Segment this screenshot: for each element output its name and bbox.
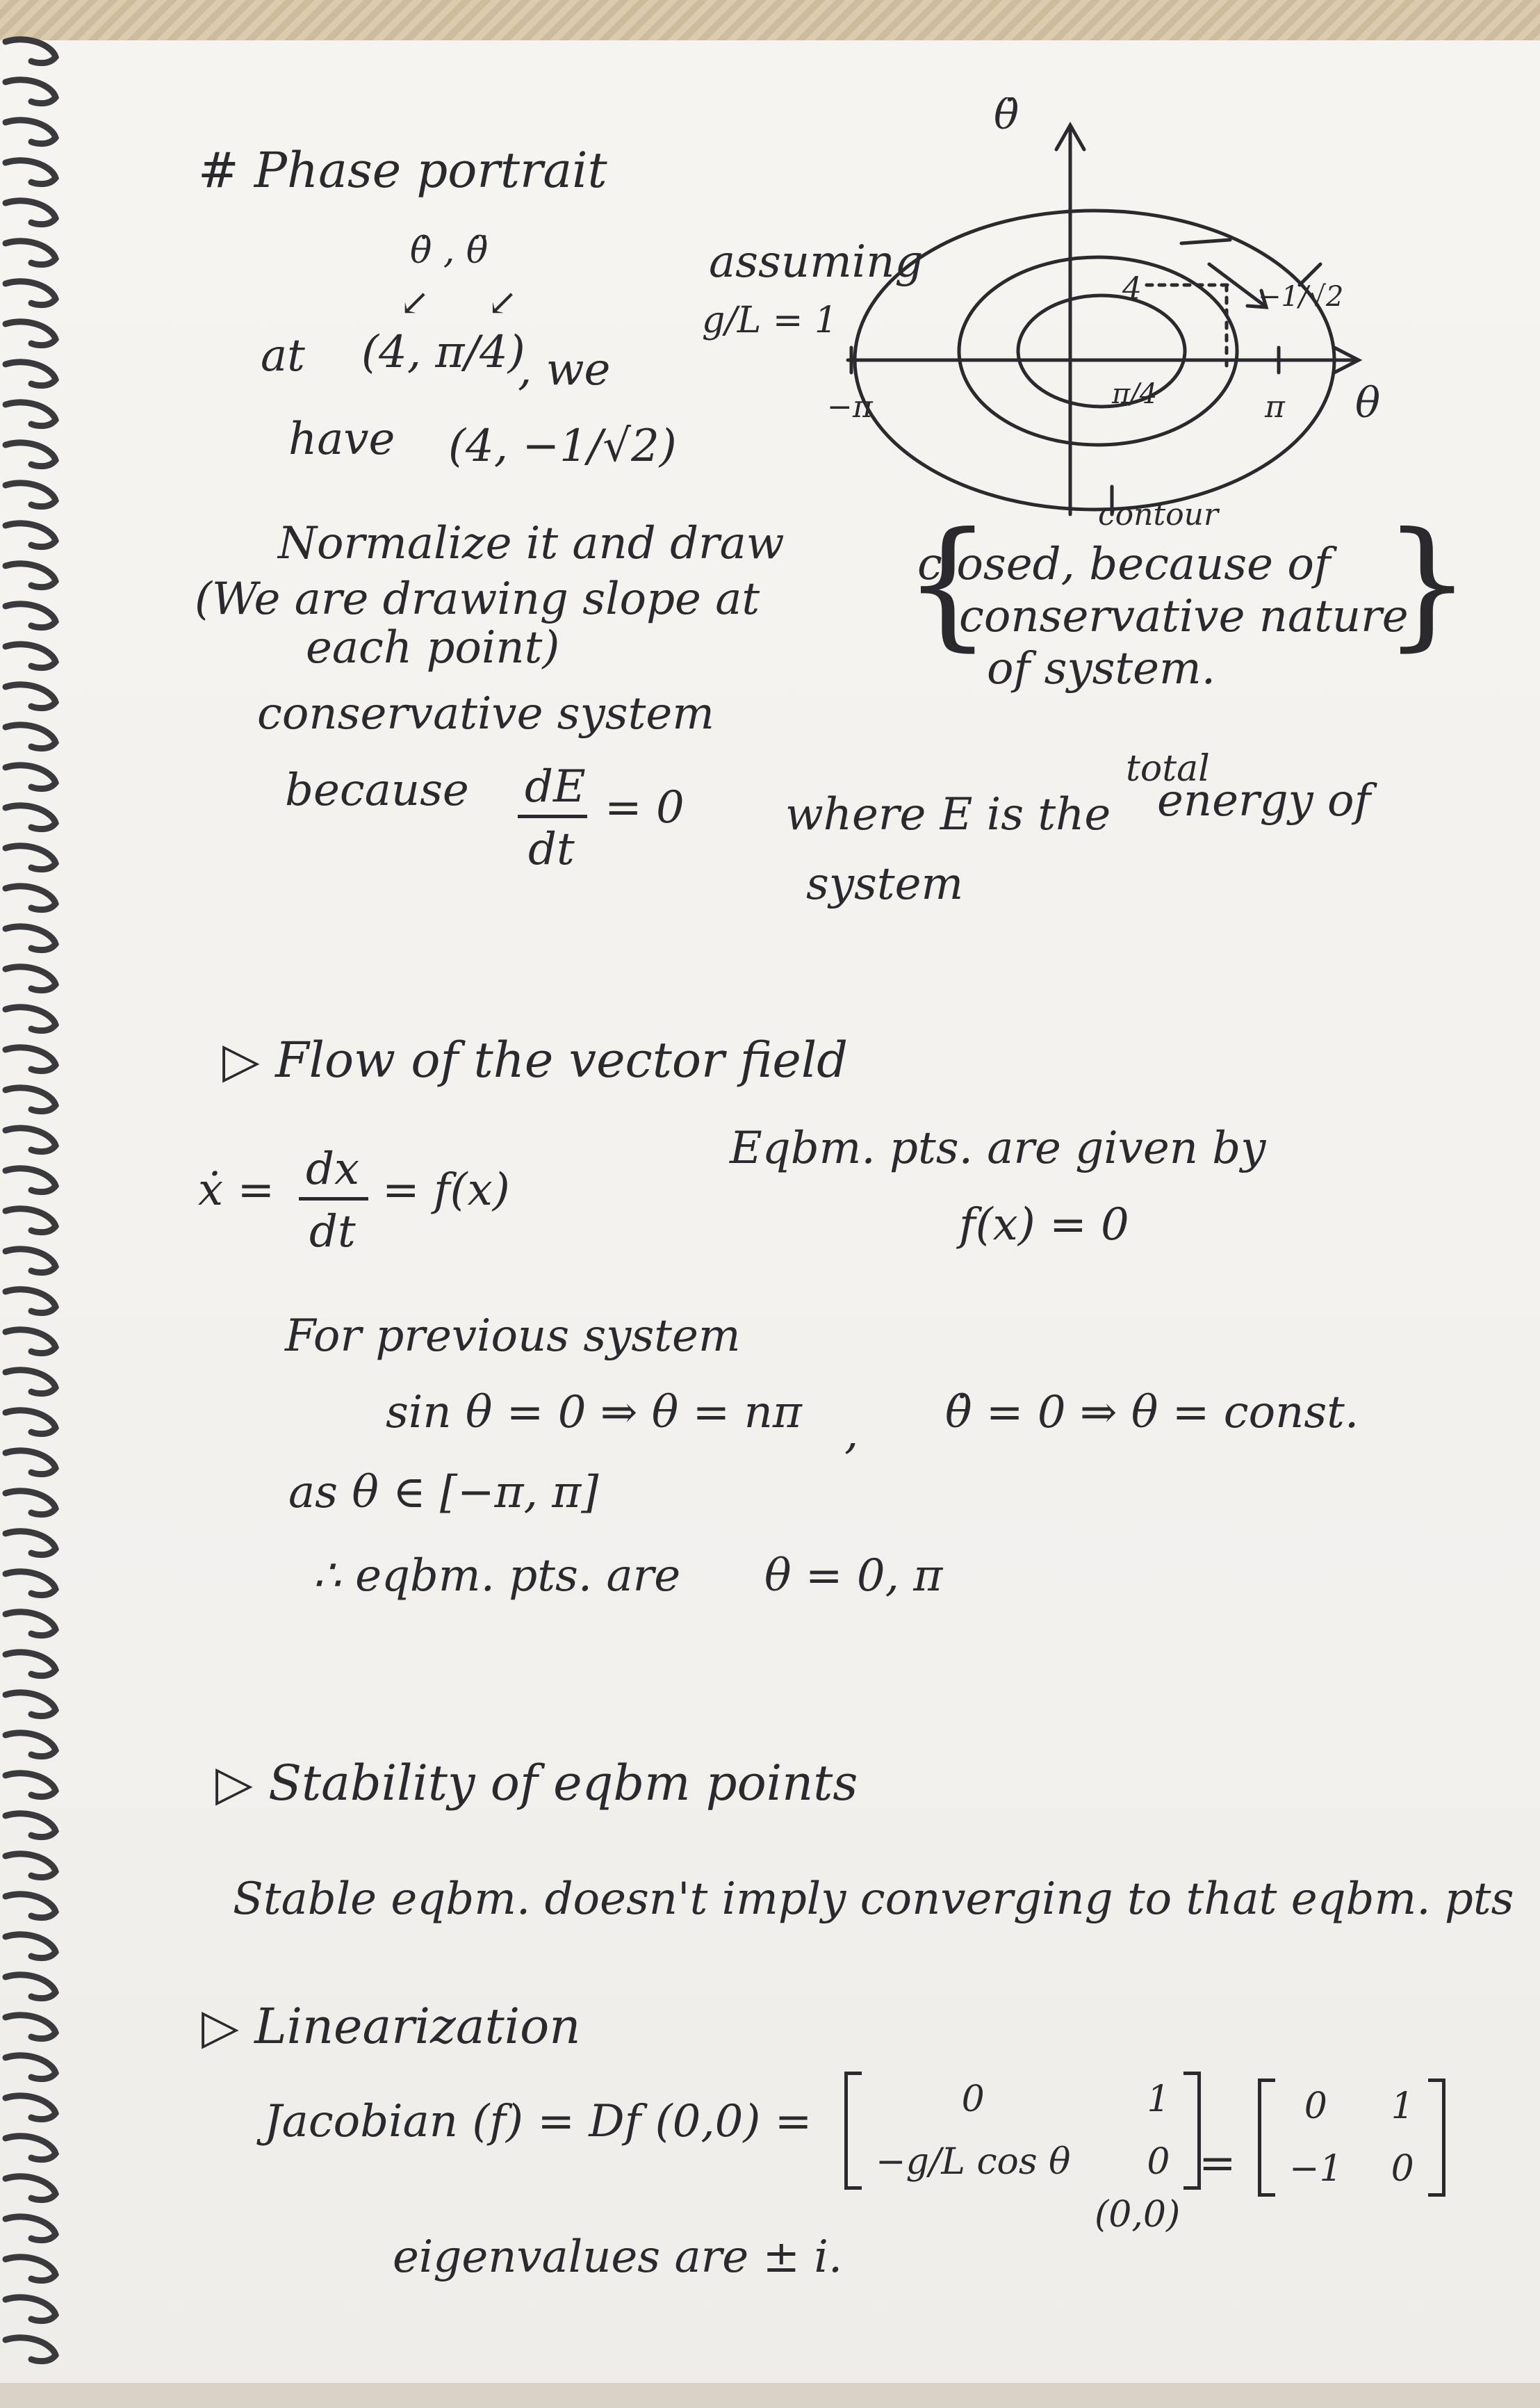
label-pi-4: π/4 [1112,378,1158,410]
total-text: total [1126,748,1210,790]
matrix-equals: = [1199,2138,1236,2189]
theta-range: as θ ∈ [−π, π] [288,1467,599,1518]
matrix-cell: −1 [1289,2148,1343,2190]
spiral-coil [6,1169,56,1192]
inner-contour [1018,295,1185,407]
point-value: (4, π/4) [361,327,525,378]
spiral-coil [6,1935,56,1958]
have-text: have [288,414,395,465]
eqbm-text-2: f(x) = 0 [959,1199,1129,1251]
spiral-coil [6,523,56,547]
page-bottom-edge [0,2383,1540,2408]
spiral-coil [6,1290,56,1313]
stability-note: Stable eqbm. doesn't imply converging to that eqbm. pts [233,1873,1514,1925]
label-slope: −1/√2 [1258,281,1344,313]
spiral-coil [6,604,56,628]
previous-system: For previous system [285,1310,741,1362]
spiral-coil [6,1531,56,1555]
flow-heading: ▷ Flow of the vector field [222,1032,849,1089]
spiral-coil [6,120,56,144]
phase-portrait-heading: # Phase portrait [198,142,607,199]
spiral-coil [6,1007,56,1031]
spiral-coil [6,443,56,466]
spiral-coil [6,80,56,104]
eigenvalues-text: eigenvalues are ± i. [393,2231,843,2283]
spiral-coil [6,765,56,789]
spiral-coil [6,2056,56,2079]
linearization-heading: ▷ Linearization [202,1998,581,2055]
energy-of-text: energy of [1157,775,1371,827]
spiral-coil [6,201,56,225]
spiral-coil [6,644,56,668]
spiral-coil [6,161,56,184]
spiral-coil [6,1330,56,1353]
spiral-coil [6,402,56,426]
because-text: because [285,765,469,816]
spiral-coil [6,2338,56,2361]
matrix-cell: 0 [961,2078,985,2120]
spiral-coil [6,1733,56,1757]
spiral-coil [6,1572,56,1595]
phase-diagram [820,97,1390,528]
spiral-coil [6,725,56,749]
evaluation-point: (0,0) [1095,2194,1181,2236]
eqbm-text-1: Eqbm. pts. are given by [730,1123,1266,1174]
neg-pi-label: −π [827,389,873,425]
arrow-marks: ↙ ↙ [400,282,518,324]
matrix-cell: −g/L cos θ [876,2141,1071,2183]
matrix-cell: 0 [1391,2148,1414,2190]
spiral-coil [6,2217,56,2240]
closed-note-1: closed, because of [917,539,1331,590]
spiral-coil [6,1773,56,1797]
stability-heading: ▷ Stability of eqbm points [215,1755,858,1812]
spiral-binding [0,28,69,2391]
flow-eq-den: dt [309,1206,356,1258]
flow-fraction-bar [299,1197,368,1201]
spiral-coil [6,2015,56,2039]
y-axis-label: θ̇ [994,97,1019,139]
spiral-coil [6,1894,56,1918]
closed-note-2: conservative nature [959,591,1409,642]
spiral-coil [6,1652,56,1676]
spiral-coil [6,1451,56,1474]
flow-eq-lhs: ẋ = [198,1164,275,1216]
spiral-coil [6,362,56,386]
spiral-coil [6,483,56,507]
dt-denominator: dt [528,824,575,875]
comma: , [844,1408,859,1459]
spiral-coil [6,1088,56,1112]
spiral-coil [6,927,56,950]
x-axis-label: θ [1355,379,1381,428]
spiral-coil [6,1814,56,1837]
closed-note-3: of system. [987,643,1216,694]
label-4: 4 [1122,271,1142,307]
drawing-note-2: each point) [306,622,560,674]
spiral-coil [6,1370,56,1394]
spiral-coil [6,846,56,870]
spiral-coil [6,1693,56,1716]
flow-arrow-top [1181,240,1230,243]
spiral-coil [6,2297,56,2321]
assuming-text: assuming [709,236,924,288]
result-matrix [1258,2078,1445,2197]
spiral-coil [6,322,56,345]
spiral-coil [6,1854,56,1878]
spiral-coil [6,564,56,587]
matrix-cell: 1 [1391,2085,1414,2127]
spiral-coil [6,2096,56,2120]
jacobian-matrix [844,2072,1201,2190]
spiral-coil [6,1048,56,1071]
spiral-coil [6,1410,56,1434]
desk-edge [0,0,1540,40]
spiral-coil [6,1128,56,1152]
normalize-text: Normalize it and draw [278,518,785,569]
spiral-coil [6,1612,56,1636]
spiral-coil [6,806,56,829]
left-brace: { [903,503,992,665]
spiral-coil [6,2257,56,2281]
where-text: where E is the [785,789,1111,840]
contour-label: contour [1098,497,1219,528]
sin-equation: sin θ = 0 ⇒ θ = nπ [386,1387,802,1438]
spiral-coil [6,967,56,991]
slope-arrow [1209,264,1265,306]
fraction-bar [518,815,587,818]
de-numerator: dE [525,761,586,813]
spiral-coil [6,282,56,305]
system-text: system [806,859,964,910]
theta-dot-equation: θ̇ = 0 ⇒ θ = const. [945,1387,1359,1438]
result-value: (4, −1/√2) [448,421,677,472]
flow-eq-rhs: = f(x) [382,1164,510,1216]
spiral-coil [6,1209,56,1233]
eqbm-points: θ = 0, π [764,1550,943,1602]
drawing-note-1: (We are drawing slope at [195,573,760,625]
matrix-cell: 0 [1304,2085,1327,2127]
flow-eq-num: dx [306,1144,360,1195]
spiral-coil [6,241,56,265]
spiral-coil [6,1249,56,1273]
at-text: at [261,330,305,382]
spiral-coil [6,886,56,910]
we-text: , we [518,344,611,396]
spiral-coil [6,40,56,63]
spiral-coil [6,685,56,708]
therefore-text: ∴ eqbm. pts. are [313,1550,681,1602]
spiral-coil [6,2136,56,2160]
spiral-coil [6,1975,56,1999]
equals-zero: = 0 [605,782,685,833]
spiral-coil [6,2177,56,2200]
matrix-cell: 0 [1147,2141,1170,2183]
right-brace: } [1383,503,1472,665]
g-over-l: g/L = 1 [702,300,838,341]
spiral-coil [6,1491,56,1515]
jacobian-text: Jacobian (f) = Df (0,0) = [264,2096,812,2147]
theta-dot-labels: θ̇ , θ̈ [410,230,489,272]
pos-pi-label: π [1265,389,1285,425]
conservative-system: conservative system [257,688,714,740]
matrix-cell: 1 [1147,2078,1170,2120]
